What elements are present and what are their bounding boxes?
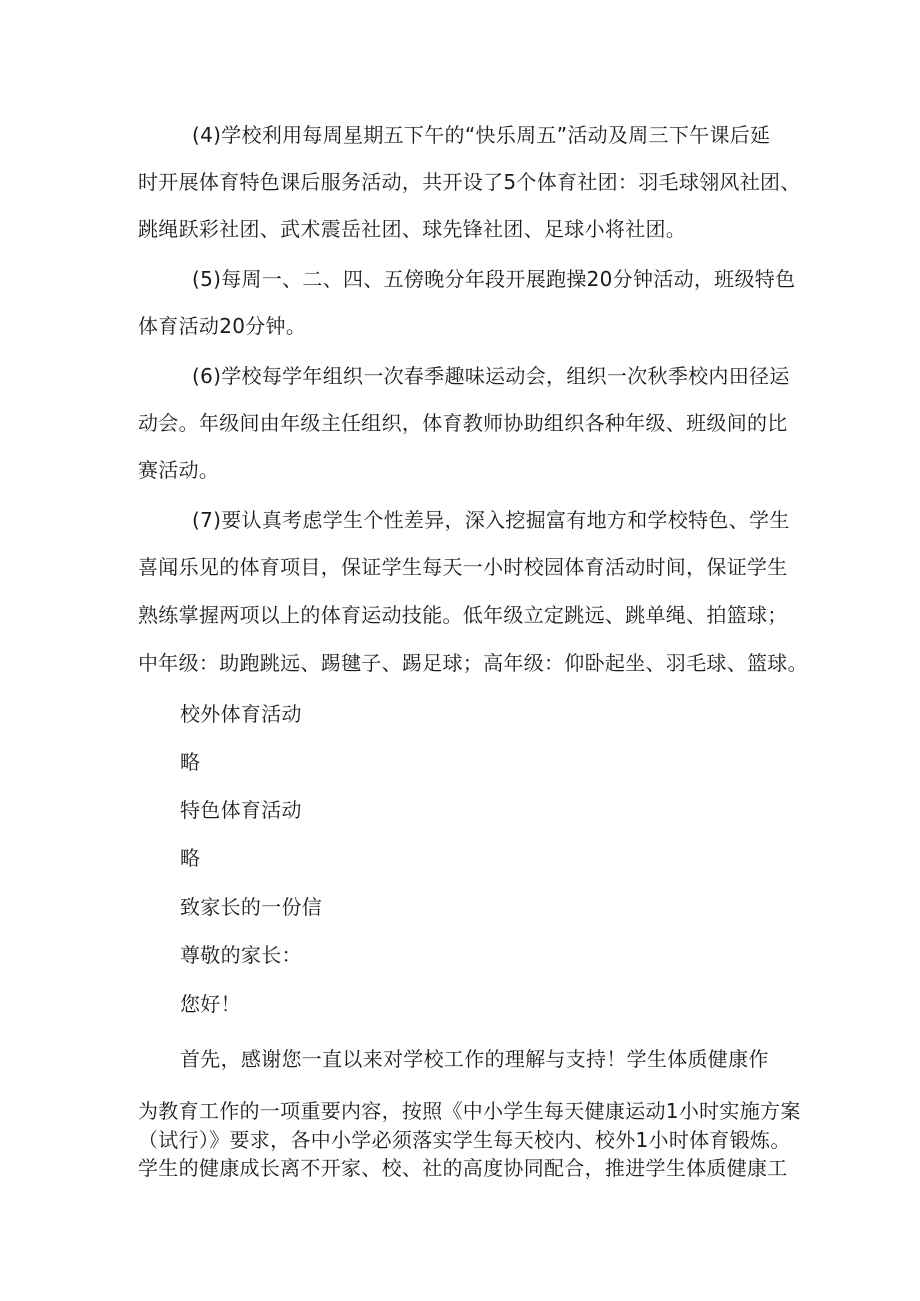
letter-line-4: 学生的健康成长离不开家、校、社的高度协同配合，推进学生体质健康工 <box>138 1156 788 1180</box>
paragraph-4-line-1: (4)学校利用每周星期五下午的“快乐周五”活动及周三下午课后延 <box>192 123 771 147</box>
paragraph-6-line-1: (6)学校每学年组织一次春季趣味运动会，组织一次秋季校内田径运 <box>192 364 790 388</box>
letter-greeting: 您好！ <box>180 992 241 1016</box>
paragraph-7-line-1: (7)要认真考虑学生个性差异，深入挖掘富有地方和学校特色、学生 <box>192 508 790 532</box>
paragraph-7-line-4: 中年级：助跑跳远、踢毽子、踢足球；高年级：仰卧起坐、羽毛球、篮球。 <box>138 651 808 675</box>
letter-line-3: （试行）》要求，各中小学必须落实学生每天校内、校外1小时体育锻炼。 <box>138 1128 791 1152</box>
letter-line-1: 首先，感谢您一直以来对学校工作的理解与支持！学生体质健康作 <box>180 1047 769 1071</box>
paragraph-6-line-3: 赛活动。 <box>138 458 220 482</box>
paragraph-7-line-2: 喜闻乐见的体育项目，保证学生每天一小时校园体育活动时间，保证学生 <box>138 555 788 579</box>
section-heading-outdoor-sports: 校外体育活动 <box>180 702 302 726</box>
letter-line-2: 为教育工作的一项重要内容，按照《中小学生每天健康运动1小时实施方案 <box>138 1099 801 1123</box>
paragraph-7-line-3: 熟练掌握两项以上的体育运动技能。低年级立定跳远、跳单绳、拍篮球； <box>138 603 788 627</box>
section-heading-parent-letter: 致家长的一份信 <box>180 895 323 919</box>
letter-salutation: 尊敬的家长： <box>180 943 302 967</box>
section-heading-featured-sports: 特色体育活动 <box>180 798 302 822</box>
paragraph-6-line-2: 动会。年级间由年级主任组织，体育教师协助组织各种年级、班级间的比 <box>138 411 788 435</box>
paragraph-5-line-1: (5)每周一、二、四、五傍晚分年段开展跑操20分钟活动，班级特色 <box>192 267 796 291</box>
paragraph-4-line-2: 时开展体育特色课后服务活动，共开设了5个体育社团：羽毛球翎风社团、 <box>138 170 801 194</box>
paragraph-5-line-2: 体育活动20分钟。 <box>138 314 307 338</box>
section-omitted-1: 略 <box>180 750 201 774</box>
section-omitted-2: 略 <box>180 846 201 870</box>
paragraph-4-line-3: 跳绳跃彩社团、武术震岳社团、球先锋社团、足球小将社团。 <box>138 217 687 241</box>
